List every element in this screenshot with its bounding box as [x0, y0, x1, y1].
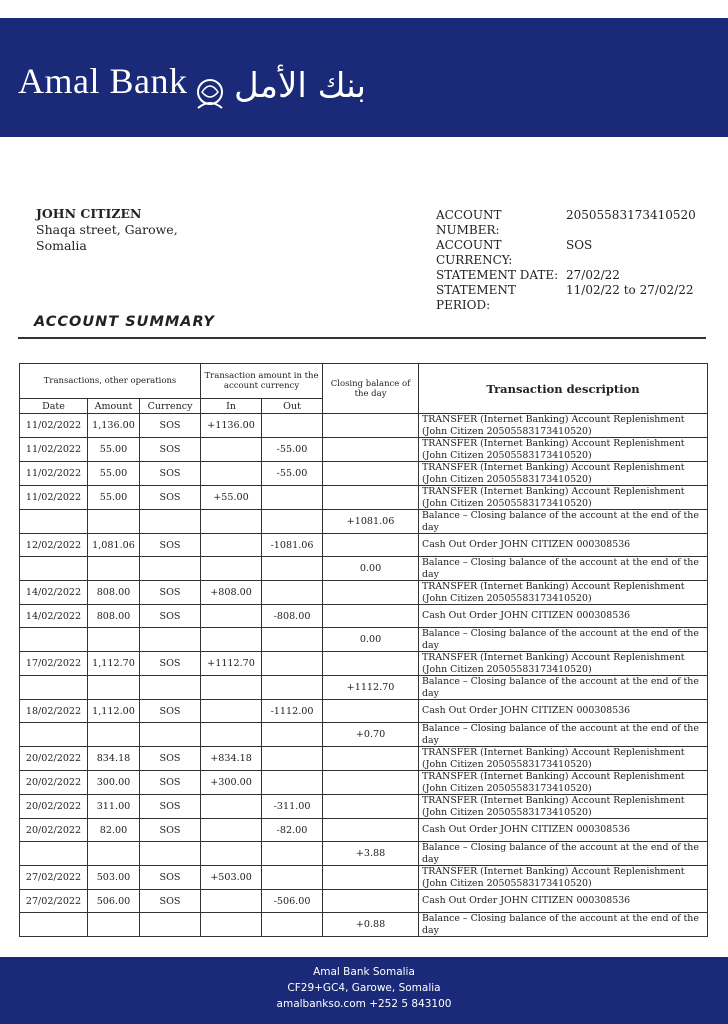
customer-block [36, 206, 178, 254]
cell-out: -82.00 [262, 819, 323, 842]
cell-date [20, 723, 88, 747]
cell-amount [88, 557, 140, 581]
cell-amount [88, 842, 140, 866]
cell-in [201, 819, 262, 842]
cell-date: 14/02/2022 [20, 581, 88, 605]
header-transactions-group: Transactions, other operations [20, 364, 201, 399]
cell-in [201, 795, 262, 819]
meta-row-statement-date [436, 268, 696, 283]
cell-closing [323, 534, 419, 557]
cell-out: -311.00 [262, 795, 323, 819]
header-out: Out [262, 399, 323, 414]
bank-header-banner [0, 18, 728, 137]
cell-amount: 1,136.00 [88, 414, 140, 438]
bank-logo-text: Amal Bank [18, 61, 188, 101]
cell-closing: +1081.06 [323, 510, 419, 534]
transactions-body [20, 414, 708, 937]
cell-out [262, 414, 323, 438]
meta-label: ACCOUNT NUMBER: [436, 208, 502, 237]
footer-address: CF29+GC4, Garowe, Somalia [287, 982, 441, 994]
cell-date: 20/02/2022 [20, 747, 88, 771]
cell-currency: SOS [140, 819, 201, 842]
cell-closing [323, 890, 419, 913]
cell-amount: 1,081.06 [88, 534, 140, 557]
meta-value: SOS [566, 238, 593, 252]
cell-closing [323, 771, 419, 795]
cell-in: +300.00 [201, 771, 262, 795]
cell-amount: 300.00 [88, 771, 140, 795]
cell-in [201, 723, 262, 747]
cell-in [201, 510, 262, 534]
cell-currency: SOS [140, 771, 201, 795]
cell-date: 27/02/2022 [20, 866, 88, 890]
cell-currency: SOS [140, 486, 201, 510]
cell-description: Balance – Closing balance of the account at the end of the day [419, 510, 708, 534]
cell-in: +503.00 [201, 866, 262, 890]
meta-label: STATEMENT DATE: [436, 268, 559, 282]
table-row [20, 486, 708, 510]
cell-date: 27/02/2022 [20, 890, 88, 913]
cell-in: +1136.00 [201, 414, 262, 438]
meta-row-account-currency [436, 238, 696, 268]
cell-amount: 311.00 [88, 795, 140, 819]
table-row [20, 771, 708, 795]
cell-closing [323, 486, 419, 510]
table-row [20, 462, 708, 486]
cell-description: TRANSFER (Internet Banking) Account Replenishment (John Citizen 20505583173410520) [419, 486, 708, 510]
cell-in [201, 438, 262, 462]
cell-amount [88, 628, 140, 652]
cell-amount [88, 913, 140, 937]
cell-closing: 0.00 [323, 628, 419, 652]
cell-description: Cash Out Order JOHN CITIZEN 000308536 [419, 890, 708, 913]
meta-row-account-number [436, 208, 696, 238]
table-row [20, 866, 708, 890]
header-date: Date [20, 399, 88, 414]
cell-description: Balance – Closing balance of the account at the end of the day [419, 723, 708, 747]
cell-description: Balance – Closing balance of the account at the end of the day [419, 842, 708, 866]
cell-in: +834.18 [201, 747, 262, 771]
cell-closing [323, 700, 419, 723]
header-amount: Amount [88, 399, 140, 414]
table-row [20, 652, 708, 676]
cell-currency [140, 723, 201, 747]
cell-amount [88, 723, 140, 747]
cell-date: 12/02/2022 [20, 534, 88, 557]
cell-description: TRANSFER (Internet Banking) Account Replenishment (John Citizen 20505583173410520) [419, 747, 708, 771]
cell-date [20, 676, 88, 700]
cell-in [201, 913, 262, 937]
cell-amount: 55.00 [88, 438, 140, 462]
cell-currency: SOS [140, 652, 201, 676]
cell-in: +808.00 [201, 581, 262, 605]
table-row [20, 414, 708, 438]
cell-closing [323, 581, 419, 605]
cell-amount: 1,112.00 [88, 700, 140, 723]
cell-out [262, 913, 323, 937]
header-amount-group: Transaction amount in the account currency [201, 364, 323, 399]
customer-address-line2: Somalia [36, 238, 87, 253]
cell-in [201, 676, 262, 700]
cell-closing: +1112.70 [323, 676, 419, 700]
table-row [20, 438, 708, 462]
cell-out [262, 581, 323, 605]
section-divider [18, 337, 706, 339]
bank-logo-arabic: بنك الأمل [234, 66, 366, 106]
cell-out: -55.00 [262, 462, 323, 486]
cell-closing: +0.88 [323, 913, 419, 937]
cell-date: 14/02/2022 [20, 605, 88, 628]
cell-in [201, 890, 262, 913]
cell-amount: 834.18 [88, 747, 140, 771]
cell-description: TRANSFER (Internet Banking) Account Replenishment (John Citizen 20505583173410520) [419, 795, 708, 819]
cell-in [201, 462, 262, 486]
cell-description: Cash Out Order JOHN CITIZEN 000308536 [419, 700, 708, 723]
cell-out [262, 557, 323, 581]
cell-out: -808.00 [262, 605, 323, 628]
cell-date [20, 628, 88, 652]
cell-in [201, 557, 262, 581]
cell-date [20, 842, 88, 866]
table-row [20, 723, 708, 747]
cell-out [262, 486, 323, 510]
cell-description: Balance – Closing balance of the account at the end of the day [419, 628, 708, 652]
customer-name: JOHN CITIZEN [36, 206, 142, 221]
table-row [20, 842, 708, 866]
cell-in: +55.00 [201, 486, 262, 510]
cell-out [262, 652, 323, 676]
header-closing-balance: Closing balance of the day [323, 364, 419, 414]
cell-closing [323, 438, 419, 462]
cell-in [201, 628, 262, 652]
cell-out: -55.00 [262, 438, 323, 462]
cell-date: 11/02/2022 [20, 414, 88, 438]
cell-currency: SOS [140, 605, 201, 628]
cell-currency: SOS [140, 438, 201, 462]
cell-in [201, 842, 262, 866]
cell-in: +1112.70 [201, 652, 262, 676]
cell-currency: SOS [140, 462, 201, 486]
statement-meta [436, 208, 696, 313]
meta-value: 11/02/22 to 27/02/22 [566, 283, 694, 297]
table-row [20, 557, 708, 581]
cell-closing: +0.70 [323, 723, 419, 747]
cell-currency: SOS [140, 747, 201, 771]
table-row [20, 913, 708, 937]
meta-row-statement-period [436, 283, 696, 313]
cell-date: 11/02/2022 [20, 438, 88, 462]
cell-description: Cash Out Order JOHN CITIZEN 000308536 [419, 819, 708, 842]
cell-currency: SOS [140, 890, 201, 913]
bank-footer [0, 957, 728, 1024]
table-row [20, 700, 708, 723]
cell-date: 18/02/2022 [20, 700, 88, 723]
header-currency: Currency [140, 399, 201, 414]
table-row [20, 747, 708, 771]
cell-amount: 82.00 [88, 819, 140, 842]
footer-contact: amalbankso.com +252 5 843100 [276, 998, 452, 1010]
cell-out [262, 747, 323, 771]
cell-description: TRANSFER (Internet Banking) Account Replenishment (John Citizen 20505583173410520) [419, 581, 708, 605]
cell-currency [140, 913, 201, 937]
cell-out [262, 628, 323, 652]
cell-closing: 0.00 [323, 557, 419, 581]
cell-currency [140, 842, 201, 866]
cell-in [201, 700, 262, 723]
cell-out [262, 723, 323, 747]
cell-out [262, 866, 323, 890]
cell-amount: 55.00 [88, 462, 140, 486]
cell-out: -1081.06 [262, 534, 323, 557]
cell-out [262, 676, 323, 700]
cell-date: 20/02/2022 [20, 771, 88, 795]
cell-description: Cash Out Order JOHN CITIZEN 000308536 [419, 605, 708, 628]
cell-currency [140, 628, 201, 652]
cell-in [201, 534, 262, 557]
cell-description: TRANSFER (Internet Banking) Account Replenishment (John Citizen 20505583173410520) [419, 462, 708, 486]
cell-description: Balance – Closing balance of the account at the end of the day [419, 557, 708, 581]
cell-date [20, 557, 88, 581]
cell-out [262, 510, 323, 534]
cell-currency [140, 510, 201, 534]
cell-closing [323, 605, 419, 628]
cell-closing [323, 819, 419, 842]
cell-description: Balance – Closing balance of the account at the end of the day [419, 913, 708, 937]
header-in: In [201, 399, 262, 414]
cell-date [20, 913, 88, 937]
header-description: Transaction description [419, 364, 708, 414]
cell-date: 11/02/2022 [20, 462, 88, 486]
customer-address-line1: Shaqa street, Garowe, [36, 222, 178, 237]
table-row [20, 534, 708, 557]
cell-description: TRANSFER (Internet Banking) Account Replenishment (John Citizen 20505583173410520) [419, 771, 708, 795]
cell-closing [323, 795, 419, 819]
cell-currency: SOS [140, 866, 201, 890]
cell-amount: 503.00 [88, 866, 140, 890]
cell-closing [323, 652, 419, 676]
cell-out [262, 771, 323, 795]
meta-label: ACCOUNT CURRENCY: [436, 238, 513, 267]
cell-description: Balance – Closing balance of the account at the end of the day [419, 676, 708, 700]
meta-label: STATEMENT PERIOD: [436, 283, 516, 312]
table-row [20, 628, 708, 652]
cell-amount [88, 676, 140, 700]
cell-in [201, 605, 262, 628]
cell-date [20, 510, 88, 534]
cell-closing [323, 866, 419, 890]
table-row [20, 819, 708, 842]
cell-description: TRANSFER (Internet Banking) Account Replenishment (John Citizen 20505583173410520) [419, 652, 708, 676]
cell-date: 17/02/2022 [20, 652, 88, 676]
cell-currency: SOS [140, 700, 201, 723]
cell-amount [88, 510, 140, 534]
cell-amount: 808.00 [88, 581, 140, 605]
cell-out [262, 842, 323, 866]
cell-closing: +3.88 [323, 842, 419, 866]
meta-value: 27/02/22 [566, 268, 620, 282]
cell-amount: 1,112.70 [88, 652, 140, 676]
meta-value: 20505583173410520 [566, 208, 696, 222]
cell-date: 11/02/2022 [20, 486, 88, 510]
cell-amount: 808.00 [88, 605, 140, 628]
table-row [20, 581, 708, 605]
table-row [20, 890, 708, 913]
table-row [20, 605, 708, 628]
cell-currency [140, 676, 201, 700]
table-row [20, 510, 708, 534]
cell-currency [140, 557, 201, 581]
cell-closing [323, 747, 419, 771]
footer-bank-name: Amal Bank Somalia [313, 966, 415, 978]
cell-closing [323, 462, 419, 486]
cell-date: 20/02/2022 [20, 795, 88, 819]
cell-description: TRANSFER (Internet Banking) Account Replenishment (John Citizen 20505583173410520) [419, 414, 708, 438]
cell-closing [323, 414, 419, 438]
bank-emblem-icon [190, 76, 230, 116]
cell-currency: SOS [140, 581, 201, 605]
cell-amount: 506.00 [88, 890, 140, 913]
cell-date: 20/02/2022 [20, 819, 88, 842]
cell-description: TRANSFER (Internet Banking) Account Replenishment (John Citizen 20505583173410520) [419, 866, 708, 890]
cell-out: -506.00 [262, 890, 323, 913]
table-row [20, 676, 708, 700]
cell-currency: SOS [140, 534, 201, 557]
cell-description: Cash Out Order JOHN CITIZEN 000308536 [419, 534, 708, 557]
cell-description: TRANSFER (Internet Banking) Account Replenishment (John Citizen 20505583173410520) [419, 438, 708, 462]
cell-amount: 55.00 [88, 486, 140, 510]
cell-currency: SOS [140, 414, 201, 438]
account-summary-title: ACCOUNT SUMMARY [34, 314, 215, 330]
table-row [20, 795, 708, 819]
cell-out: -1112.00 [262, 700, 323, 723]
transactions-table [19, 363, 708, 937]
cell-currency: SOS [140, 795, 201, 819]
